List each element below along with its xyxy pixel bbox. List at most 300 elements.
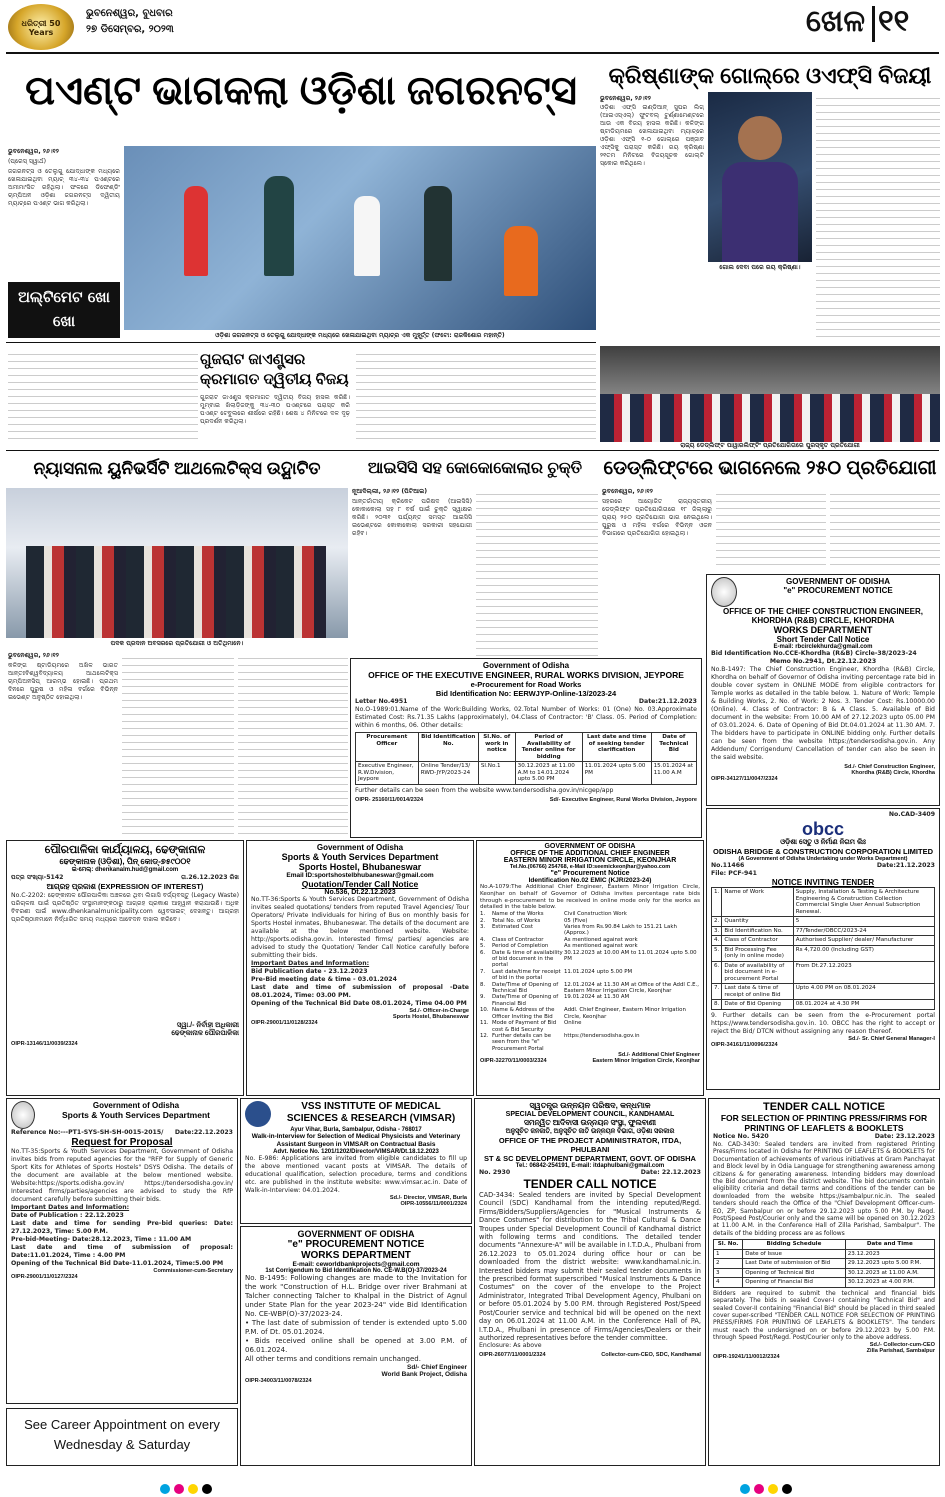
wb-b3: All other terms and conditions remain unchanged. bbox=[245, 1355, 421, 1363]
kj-list-cell: Name & Address of the Officer Inviting the Bid bbox=[492, 1007, 555, 1020]
isl-body: ଓଡ଼ିଶା ଏଫ୍ସି ଇଣ୍ଡିଆନ୍ ସୁପର ଲିଗ୍ (ଆଇଏସ୍ଏଲ୍) ଫୁଟବଲ୍ ଟୁର୍ଣ୍ଣାମେଣ୍ଟରେ ଆଉ ଏକ ବିଜୟ ହାସଲ କରିଛି। କଳିଙ୍ଗ ଷ୍ଟାଡିୟମରେ ଖେଳାଯାଇଥିବା ମ୍ୟାଚ୍ରେ ଓଡ଼ିଶା ଏଫ୍ସି ୧-୦ ଗୋଲ୍ରେ ପଞ୍ଜାବ ଏଫ୍ସିକୁ ପରାସ୍ତ କରିଛି। ରୟ କ୍ରିଷ୍ଣା ୨୧ତମ ମିନିଟରେ ବିଜୟସୂଚକ ଗୋଲ୍ଟି ସ୍କୋର କରିଥିଲେ। bbox=[600, 104, 704, 167]
gujarat-body: ଗୁଜରାଟ ଜାଏଣ୍ଟ୍ସ କ୍ରମାଗତ ଦ୍ୱିତୀୟ ବିଜୟ ହାସଲ କରିଛି। ମୁମ୍ବାଇ ଖିଲାଡ଼ିଜଙ୍କୁ ୩୪-୩୦ ପଏଣ୍ଟରେ ପରାସ୍ତ କରି ପଏଣ୍ଟ ଟେବୁଲରେ ଶୀର୍ଷରେ ରହିଛି। ଶେଷ ୪ ମିନିଟରେ ଦଳ ଦୃଢ଼ ପ୍ରଦର୍ଶନ କରିଥିଲା। bbox=[200, 394, 350, 425]
itda-sign-row bbox=[479, 1352, 701, 1358]
rfp-ref: Reference No:---PT1-SYS-SH-SH-0015-2015/ bbox=[11, 1129, 164, 1136]
kj-list-cell: Date/Time of Opening of Financial Bid bbox=[492, 994, 559, 1007]
itda-title1: SPECIAL DEVELOPMENT COUNCIL, KANDHAMAL bbox=[505, 1111, 675, 1118]
kj-head: "e" Procurement Notice bbox=[550, 870, 630, 877]
kj-bid: Identification No.02 EMIC (KJR/2023-24) bbox=[528, 877, 652, 884]
sh-no: No.536, Dt.22.12.2023 bbox=[324, 889, 396, 896]
sh-d3: Pre-Bid meeting date & time - 03.01.2024 bbox=[251, 976, 397, 983]
isl-dateline: ଭୁବନେଶ୍ୱର, ୨୬।୧୨ bbox=[600, 95, 651, 102]
khordha-oipr: OIPR-34127/11/0047/2324 bbox=[711, 776, 778, 782]
itda-odia2: ସମନ୍ୱିତ ଆଦିବାସୀ ଉନ୍ନୟନ ସଂସ୍ଥା, ଫୁଲବାଣୀ bbox=[524, 1118, 656, 1127]
pr-th: Date and Time bbox=[845, 1240, 934, 1250]
pr-table-cell: 23.12.2023 bbox=[845, 1249, 934, 1259]
itda-odia3: ଅନୁସୂଚିତ ଜନଜାତି, ଅନୁସୂଚିତ ଜାତି ଉନ୍ନୟନ ବିଭାଗ, ଓଡ଼ିଶା ସରକାର bbox=[505, 1128, 675, 1135]
dhenkanal-head: ଆଗ୍ରହ ପ୍ରକାଶ (EXPRESSION OF INTEREST) bbox=[46, 882, 204, 891]
khordha-email: E-mail: rbcirclekhurda@gmail.com bbox=[773, 644, 873, 650]
obcc-table-cell: Last date & time of receipt of online Bid bbox=[722, 984, 793, 1000]
obcc-no: No.11466 bbox=[711, 862, 745, 869]
obcc-table-cell: 5 bbox=[793, 917, 934, 927]
university-col-2 bbox=[122, 652, 234, 836]
sh-text: No.TT-36:Sports & Youth Services Department, Government of Odisha invites sealed quotations/ tenders from reputed Travel Agencies/ Tour Operators/ Private Individuals for hiring of Bus on monthly basis for Sports Hostel inmates, Bhubaneswar. The details of the document are available at the below mentioned website. Website: http://sports.odisha.gov.in. Interested firms/ parties/ agencies are advised to study the Quotation/ Tender Call Notice carefully before submitting their bids. bbox=[251, 896, 469, 959]
ad-vimsar bbox=[240, 1098, 472, 1224]
rwd-td: 15.01.2024 at 11.00 A.M bbox=[651, 762, 696, 785]
obcc-table-cell: Authorised Supplier/ dealer/ Manufacturer bbox=[793, 936, 934, 946]
obcc-table-cell: 08.01.2024 at 4.30 PM bbox=[793, 1000, 934, 1010]
career-box bbox=[6, 1408, 238, 1466]
deadlift-headline: ଡେଡ୍ଲିଫ୍ଟରେ ଭାଗନେଲେ ୨୫୦ ପ୍ରତିଯୋଗୀ bbox=[603, 458, 937, 479]
sh-title3: Sports Hostel, Bhubaneswar bbox=[298, 862, 422, 872]
obcc-logo: obcc bbox=[801, 819, 844, 839]
wb-b1: • The last date of submission of tender is extended upto 5.00 P.M. of Dt. 05.01.2024. bbox=[245, 1319, 467, 1336]
khordha-title3: OFFICE OF THE CHIEF CONSTRUCTION ENGINEER, KHORDHA (R&B) CIRCLE, KHORDHA bbox=[722, 607, 923, 625]
anniversary-logo bbox=[8, 4, 74, 50]
obcc-table-cell: Name of Work bbox=[722, 888, 793, 917]
pr-title2: FOR SELECTION OF PRINTING PRESS/FIRMS FOR PRINTING OF LEAFLETS & BOOKLETS bbox=[720, 1113, 928, 1133]
khordha-title4: WORKS DEPARTMENT bbox=[773, 625, 873, 635]
dhenkanal-text: No.C-2202: ଢେଙ୍କାନାଳ ପୌରପାଳିକା ଅଞ୍ଚଳରେ ଥିବା ଲିଗାସି ବର୍ଜ୍ୟବସ୍ତୁ (Legacy Waste) ପରିଚାଳନା ପାଇଁ ପ୍ରତିଷ୍ଠିତ ସଂସ୍ଥାମାନଙ୍କଠାରୁ ଆଗ୍ରହ ପ୍ରକାଶ ଆହ୍ୱାନ କରାଯାଉଛି। ଅଧିକ ବିବରଣୀ ପାଇଁ www.dhenkanalmunicipality.com ୱେବସାଇଟ୍ ଦେଖନ୍ତୁ। ଆଗ୍ରହୀ ପ୍ରତିଷ୍ଠାନମାନେ ନିର୍ଦ୍ଧାରିତ ସମୟ ମଧ୍ୟରେ ଆବେଦନ ଦାଖଲ କରିବେ। bbox=[11, 892, 239, 923]
gujarat-col-3 bbox=[356, 348, 596, 444]
obcc-table-cell: Quantity bbox=[722, 917, 793, 927]
obcc-sign: Sd./- Sr. Chief General Manager-I bbox=[848, 1035, 935, 1042]
obcc-table-cell: Bid Identification No. bbox=[722, 926, 793, 936]
kj-sign-row bbox=[480, 1058, 700, 1064]
kj-list-cell: 9. bbox=[480, 994, 486, 1001]
masthead-date: ୨୭ ଡିସେମ୍ବର, ୨୦୨୩ bbox=[86, 24, 174, 35]
kj-list-item bbox=[480, 1020, 700, 1033]
kj-list-cell: As mentioned against work bbox=[564, 936, 638, 943]
sh-oipr: OIPR-29001/11/0128/2324 bbox=[251, 1020, 318, 1026]
pr-table-row bbox=[714, 1259, 935, 1269]
ad-proposal bbox=[6, 1098, 238, 1404]
itda-tel: Tel.: 06842-254191, E-mail: itdaphulbani@gmail.com bbox=[515, 1163, 665, 1169]
wb-corr: 1st Corrigendum to Bid Identification No. CE-W.B(O)-37/2023-24 bbox=[265, 1268, 447, 1274]
kj-list-cell: Date/Time of Opening of Technical Bid bbox=[492, 981, 559, 995]
rfp-d5: Last date and time of submission of proposal: Date:11.01.2024, Time : 4.00 PM bbox=[11, 1244, 233, 1259]
wb-oipr: OIPR-34003/11/0078/2324 bbox=[245, 1378, 312, 1384]
khordha-memo: Memo No.2941, Dt.22.12.2023 bbox=[769, 658, 877, 665]
obcc-code: No.CAD-3409 bbox=[888, 811, 935, 818]
university-body: କଳିଙ୍ଗ ଷ୍ଟାଡିୟମରେ ଅଖିଳ ଭାରତ ଆନ୍ତଃବିଶ୍ୱବିଦ୍ୟାଳୟ ଆଥଲେଟିକ୍ସ ଚାମ୍ପିଅନସିପ୍ ଆରମ୍ଭ ହୋଇଛି। ପ୍ରଥମ ଦିନରେ ପୁରୁଷ ଓ ମହିଳା ବର୍ଗରେ ବିଭିନ୍ନ ଇଭେଣ୍ଟ ଅନୁଷ୍ଠିତ ହୋଇଥିଲା। bbox=[8, 662, 118, 701]
pr-oipr: OIPR-19241/11/0012/2324 bbox=[713, 1353, 780, 1360]
khordha-sign1: Sd./- Chief Construction Engineer, bbox=[844, 764, 935, 770]
kj-tel: Tel.No.(06766) 254768, e-Mail ID:seemickeonjhar@yahoo.com bbox=[509, 864, 671, 870]
icc-dateline: ନୂଆଦିଲ୍ଲୀ, ୨୬।୧୨ (ପିଟିଆଇ) bbox=[352, 488, 428, 495]
obcc-title: ODISHA BRIDGE & CONSTRUCTION CORPORATION LIMITED bbox=[713, 847, 933, 856]
kj-list-cell: 4. bbox=[480, 936, 486, 943]
obcc-sub: (A Government of Odisha Undertaking under Works Department) bbox=[738, 856, 908, 862]
lead-body: ଜଗରନଟ୍ସ ଓ ତେଲୁଗୁ ଯୋଦ୍ଧାଙ୍କ ମଧ୍ୟରେ ଖେଳାଯାଇଥିବା ମ୍ୟାଚ୍ ୩୪-୩୪ ପଏଣ୍ଟରେ ଅମୀମାଂସିତ ରହିଥିଲା। ଫଳରେ ଡିଫେଣ୍ଡିଂ ଚାମ୍ପିଅନ ଓଡ଼ିଶା ଜଗରନଟ୍ସ ଦ୍ୱିତୀୟ ମ୍ୟାଚ୍ରେ ପଏଣ୍ଟ ଭାଗ କରିଥିଲା। bbox=[8, 168, 120, 207]
rfp-d6: Opening of the Technical Bid Date-11.01.2024, Time:5.00 PM bbox=[11, 1260, 224, 1267]
kj-list bbox=[480, 911, 700, 1052]
ad-itda bbox=[474, 1098, 706, 1466]
odisha-emblem-icon bbox=[711, 577, 737, 607]
obcc-table-cell: Rs 4,720.00 (Including GST) bbox=[793, 945, 934, 961]
registration-dot-cyan bbox=[740, 1484, 750, 1494]
rwd-text: No.O-1989:01.Name of the Work:Building Works, 02.Total Number of Works: 01 (One) No. 03.Approximate Estimated Cost: Rs.71.35 Lakhs (approximately), 04.Class of Contractor: 'B' Class. 05. Period of Completion: within 6 months, 06. Other details: bbox=[355, 706, 697, 729]
obcc-table-cell: Date of Bid Opening bbox=[722, 1000, 793, 1010]
pr-table-row bbox=[714, 1249, 935, 1259]
kj-list-cell: Last date/time for receipt of bid in the portal bbox=[492, 968, 561, 982]
pr-th: Sl. No. bbox=[714, 1240, 743, 1250]
obcc-table-cell: 4. bbox=[712, 936, 722, 946]
pr-table-cell: 4 bbox=[714, 1278, 743, 1288]
registration-dot-magenta bbox=[754, 1484, 764, 1494]
kj-list-cell: Varies from Rs.90.84 Lakh to 151.21 Lakh (Approx.) bbox=[564, 924, 677, 937]
lead-byline: (ପ୍ରେସ୍ ସ୍ୱାର୍ଥ) bbox=[8, 158, 46, 165]
dhenkanal-title1: ପୌରପାଳିକା କାର୍ଯ୍ୟାଳୟ, ଢେଙ୍କାନାଳ bbox=[44, 844, 206, 856]
section-rule-1 bbox=[6, 342, 596, 343]
obcc-table-cell: 3. bbox=[712, 926, 722, 936]
university-caption: ପଦକ ପ୍ରଦାନ ଅବସରରେ ପ୍ରତିଯୋଗୀ ଓ ଅତିଥିମାନେ। bbox=[110, 640, 244, 647]
vimsar-advt: Advt. Notice No. 1201/1202/Director/VIMSAR/Dt.18.12.2023 bbox=[273, 1149, 439, 1155]
rfp-ref-row bbox=[11, 1129, 233, 1137]
isl-headline: କ୍ରିଷ୍ଣାଙ୍କ ଗୋଲ୍ରେ ଓଏଫ୍ସି ବିଜୟୀ bbox=[608, 63, 932, 88]
kj-list-cell: 7. bbox=[480, 968, 486, 975]
section-name: ଖେଳ bbox=[805, 4, 865, 39]
dhenkanal-title2: ଢେଙ୍କାନାଳ (ଓଡ଼ିଶା), ପିନ୍ କୋଡ୍-୭୫୯୦୦୧ bbox=[59, 857, 191, 866]
pr-text: No. CAD-3430: Sealed tenders are invited from registered Printing Press/Firms located in Odisha for PRINTING OF LEAFLETS & BOOKLETS for Documentation of achievements of various initiatives at Gram Panchayat and Block level by in Odia Language for strengthening awareness among citizens & for generating awareness. Intending bidders may download the Bid document from the district website. The bid documents contain eligibility criteria and detail terms and conditions of the tender can be downloaded from the website https://sambalpur.nic.in. The sealed tenders should reach the Office of the "Chief Development Officer-cum-EO, ZP, Sambalpur on or before 29.12.2023 upto 5.00 P.M. by Regd. Post/Speed Post/Courier only and the same will be opened on 30.12.2023 at 11.00 A.M. in the Conference Hall of Zilla Parishad, Sambalpur". The details of the bidding process are as follows bbox=[713, 1141, 935, 1237]
gujarat-headline: ଗୁଜରାଟ ଜାଏଣ୍ଟ୍ସର କ୍ରମାଗତ ଦ୍ୱିତୀୟ ବିଜୟ bbox=[200, 351, 349, 388]
obcc-table-row bbox=[712, 984, 935, 1000]
obcc-table-cell: Date of availability of bid document in e-procurement Portal bbox=[722, 961, 793, 984]
icc-col-2 bbox=[476, 488, 598, 656]
page-number: ୧୧ bbox=[878, 4, 910, 39]
pr-table-cell: 30.12.2023 at 11.00 A.M. bbox=[845, 1268, 934, 1278]
rwd-letter-row bbox=[355, 698, 697, 706]
obcc-head: NOTICE INVITING TENDER bbox=[771, 878, 875, 887]
kj-list-cell: 5. bbox=[480, 943, 486, 950]
isl-photo bbox=[708, 92, 812, 262]
rfp-sign: Commissioner-cum-Secretary bbox=[153, 1268, 233, 1274]
kj-list-cell: 6. bbox=[480, 949, 486, 956]
sh-d1: Important Dates and Information: bbox=[251, 960, 370, 967]
rwd-th: Sl.No. of work in notice bbox=[478, 733, 515, 762]
kj-list-cell: 30.12.2023 at 10.00 AM to 11.01.2024 upto 5.00 PM bbox=[564, 949, 697, 963]
rwd-th: Date of Technical Bid bbox=[651, 733, 696, 762]
vimsar-header bbox=[245, 1101, 467, 1127]
rfp-header bbox=[11, 1101, 233, 1129]
pr-date: Date: 23.12.2023 bbox=[874, 1133, 935, 1140]
kj-list-cell: Total No. of Works bbox=[492, 917, 541, 924]
section-rule-2 bbox=[6, 450, 939, 451]
khordha-title1: GOVERNMENT OF ODISHA bbox=[785, 577, 890, 586]
kj-list-cell: Mode of Payment of Bid cost & Bid Security bbox=[492, 1020, 557, 1033]
kj-oipr: OIPR-32270/11/0003/2324 bbox=[480, 1058, 547, 1065]
registration-dot-yellow bbox=[768, 1484, 778, 1494]
gujarat-col-1 bbox=[8, 348, 198, 444]
dhenkanal-memo: ପତ୍ର ସଂଖ୍ୟା-5142 bbox=[11, 874, 64, 881]
obcc-table-row bbox=[712, 888, 935, 917]
khordha-sign2: Khordha (R&B) Circle, Khordha bbox=[851, 770, 935, 776]
masthead bbox=[0, 0, 945, 52]
rfp-oipr: OIPR-29001/11/0127/2324 bbox=[11, 1274, 78, 1280]
dhenkanal-ref-row bbox=[11, 874, 239, 882]
obcc-odia: ଓଡ଼ିଶା ସେତୁ ଓ ନିର୍ମାଣ ନିଗମ ଲିଃ bbox=[780, 839, 866, 846]
university-dateline: ଭୁବନେଶ୍ୱର, ୨୬।୧୨ bbox=[8, 652, 59, 659]
ad-keonjhar bbox=[476, 840, 704, 1096]
lead-kicker: ଅଲ୍ଟିମେଟ ଖୋ ଖୋ bbox=[18, 288, 110, 330]
pr-table-cell: Opening of Technical Bid bbox=[743, 1268, 845, 1278]
dhenkanal-oipr: OIPR-13146/11/0039/2324 bbox=[11, 1041, 78, 1047]
kj-list-cell: 2. bbox=[480, 917, 486, 924]
itda-encl: Enclosure: As above bbox=[479, 1342, 542, 1350]
pr-no: Notice No. 5420 bbox=[713, 1133, 769, 1140]
masthead-rule bbox=[6, 52, 939, 54]
obcc-table-cell: 5. bbox=[712, 945, 722, 961]
obcc-table-cell: Upto 4.00 PM on 08.01.2024 bbox=[793, 984, 934, 1000]
obcc-table-cell: Supply, Installation & Testing & Architecture Engineering & Construction Collection Commercial Single User Annual Subscription Renewal. bbox=[793, 888, 934, 917]
lead-photo bbox=[124, 146, 596, 330]
kj-title1: GOVERNMENT OF ODISHA bbox=[544, 843, 636, 850]
obcc-table-cell: 77/Tender/OBCC/2023-24 bbox=[793, 926, 934, 936]
deadlift-photo bbox=[600, 346, 940, 442]
ad-obcc bbox=[706, 808, 940, 1090]
rwd-date: Date:21.12.2023 bbox=[638, 698, 697, 705]
rwd-th: Period of Availability of Tender online for bidding bbox=[515, 733, 582, 762]
kj-list-item bbox=[480, 1007, 700, 1020]
lead-dateline: ଭୁବନେଶ୍ୱର, ୨୬।୧୨ bbox=[8, 148, 59, 155]
vimsar-logo-icon bbox=[245, 1101, 271, 1127]
ad-khordha bbox=[706, 574, 940, 806]
odisha-emblem-icon bbox=[11, 1101, 35, 1129]
sh-d4: Last date and time of submission of proposal -Date 08.01.2024, Time: 03.00 PM. bbox=[251, 984, 469, 999]
pr-table bbox=[713, 1239, 935, 1288]
rwd-td: 30.12.2023 at 11.00 A.M to 14.01.2024 upto 5.00 PM bbox=[515, 762, 582, 785]
kj-list-cell: Further details can be seen from the "e" Procurement Portal bbox=[492, 1032, 552, 1052]
rfp-head: Request for Proposal bbox=[71, 1137, 173, 1148]
university-col-3 bbox=[238, 652, 348, 836]
itda-title3: ST & SC DEVELOPMENT DEPARTMENT, GOVT. OF ODISHA bbox=[484, 1154, 696, 1163]
obcc-table-cell: 6. bbox=[712, 961, 722, 984]
kj-list-cell: 1. bbox=[480, 911, 486, 918]
rwd-title1: Government of Odisha bbox=[482, 661, 570, 670]
obcc-table-cell: 7. bbox=[712, 984, 722, 1000]
pr-table-row bbox=[714, 1268, 935, 1278]
obcc-table-row bbox=[712, 945, 935, 961]
obcc-table-row bbox=[712, 936, 935, 946]
masthead-dateline: ଭୁବନେଶ୍ୱର, ବୁଧବାର bbox=[86, 8, 173, 19]
registration-dot-cyan bbox=[160, 1484, 170, 1494]
obcc-table-cell: From Dt.27.12.2023 bbox=[793, 961, 934, 984]
rwd-td: 11.01.2024 upto 5.00 PM bbox=[582, 762, 651, 785]
rfp-d1: Important Dates and Information: bbox=[11, 1204, 130, 1211]
deadlift-caption: ରାଜ୍ୟ ଡେଡ୍ଲିଫ୍ଟ ପାୱାରଲିଫ୍ଟିଂ ପ୍ରତିଯୋଗିତାରେ ପୁରସ୍କୃତ ପ୍ରତିଯୋଗୀ bbox=[680, 442, 860, 449]
sh-title2: Sports & Youth Services Department bbox=[281, 852, 439, 862]
obcc-table bbox=[711, 887, 935, 1010]
pr-table-cell: 1 bbox=[714, 1249, 743, 1259]
pr-table-cell: Opening of Financial Bid bbox=[743, 1278, 845, 1288]
obcc-date: Date:21.12.2023 bbox=[876, 862, 935, 869]
obcc-table-cell: 2. bbox=[712, 917, 722, 927]
sh-d2: Bid Publication date - 23.12.2023 bbox=[251, 968, 368, 975]
itda-ref-row bbox=[479, 1169, 701, 1177]
rfp-date: Date:22.12.2023 bbox=[174, 1129, 233, 1136]
icc-body: ଆନ୍ତର୍ଜାତୀୟ କ୍ରିକେଟ ପରିଷଦ (ଆଇସିସି) କୋକାକୋଲା ସହ ୮ ବର୍ଷ ପାଇଁ ଚୁକ୍ତି ସ୍ୱାକ୍ଷର କରିଛି। ୨୦୩୧ ପର୍ଯ୍ୟନ୍ତ ସମସ୍ତ ଆଇସିସି ଇଭେଣ୍ଟରେ କୋକାକୋଲା ସରକାରୀ ସହଯୋଗୀ ରହିବ। bbox=[352, 498, 472, 537]
itda-date: Date: 22.12.2023 bbox=[640, 1169, 701, 1176]
wb-title1: GOVERNMENT OF ODISHA bbox=[297, 1229, 415, 1239]
vimsar-addr: Ayur Vihar, Burla, Sambalpur, Odisha - 768017 bbox=[290, 1127, 422, 1133]
itda-head: TENDER CALL NOTICE bbox=[523, 1177, 657, 1191]
kj-list-cell: Date & time of availability of bid document in the portal bbox=[492, 949, 563, 969]
sh-sign2: Sports Hostel, Bhubaneswar bbox=[392, 1014, 469, 1020]
university-photo bbox=[6, 488, 348, 638]
kj-sign2: Eastern Minor Irrigation Circle, Keonjhar bbox=[592, 1058, 700, 1065]
deadlift-dateline: ଭୁବନେଶ୍ୱର, ୨୬।୧୨ bbox=[602, 488, 653, 495]
sh-sign1: Sd./- Officer-in-Charge bbox=[409, 1008, 469, 1014]
vimsar-text: No. E-986: Applications are invited from eligible candidates to fill up the above mentioned vacant posts at VIMSAR. The details of educational qualification, selection procedure, terms and conditions etc. are published in the institute website: www.vimsar.ac.in. Date of Walk-in-Interview: 04.01.2024. bbox=[245, 1155, 467, 1194]
dhenkanal-sign1: ସ୍ୱା./- ନିର୍ବାହୀ ଅଧିକାରୀ bbox=[176, 1022, 239, 1029]
vimsar-sign: Sd./- Director, VIMSAR, Burla bbox=[389, 1195, 467, 1201]
rwd-td: Executive Engineer, R.W.Division, Jeypore bbox=[356, 762, 419, 785]
pr-sign2: Zilla Parishad, Sambalpur bbox=[866, 1347, 935, 1354]
khordha-title2: "e" PROCUREMENT NOTICE bbox=[783, 586, 893, 595]
pr-tail: Bidders are required to submit the technical and financial bids separately. The bids in sealed Cover-I containing "Technical Bid" and sealed Cover-II containing "Financial Bid" should be placed in third sealed cover super-scribed "TENDER CALL NOTICE FOR SELECTION OF PRINTING PRESS/FIRMS FOR PRINTING OF LEAFLETS & BOOKLETS". The tenders must reach the undersigned on or before 29.12.2023 by 5.00 P.M. through Speed Post/Regd. Post/Courier only to the above address. bbox=[713, 1289, 935, 1342]
masthead-divider bbox=[872, 6, 875, 42]
isl-caption: ଗୋଲ ଦେବା ପରେ ରୟ କ୍ରିଷ୍ଣା। bbox=[719, 264, 801, 271]
lead-headline: ପଏଣ୍ଟ ଭାଗକଲା ଓଡ଼ିଶା ଜଗରନଟ୍ସ bbox=[25, 69, 577, 113]
vimsar-title: VSS INSTITUTE OF MEDICAL SCIENCES & RESEARCH (VIMSAR) bbox=[286, 1101, 456, 1124]
pr-table-cell: Date of Issue bbox=[743, 1249, 845, 1259]
kj-list-item bbox=[480, 969, 700, 982]
khordha-bid: Bid Identification No.CCE-Khordha (R&B) Circle-38/2023-24 bbox=[711, 650, 917, 657]
rwd-th: Last date and time of seeking tender clarification bbox=[582, 733, 651, 762]
kj-list-item bbox=[480, 982, 700, 995]
itda-sign: Collector-cum-CEO, SDC, Kandhamal bbox=[601, 1352, 701, 1359]
itda-oipr: OIPR-26077/11/0001/2324 bbox=[479, 1352, 546, 1359]
kj-list-cell: 10. bbox=[480, 1007, 489, 1014]
ad-rwd-jeypore bbox=[350, 658, 702, 838]
rfp-text: No.TT-35:Sports & Youth Services Department, Government of Odisha invites bids from reputed agencies for the "RFP for Supply of Generic Sport Kits for Athletes of Sports Hostels" DSYS Odisha. The details of the document are available at the below mentioned website. Website:https://sports.odisha.gov.in/ https://tendersodisha.gov.in/ Interested firms/parties/agencies are advised to study the RfP document carefully before submitting their bids. bbox=[11, 1148, 233, 1203]
rwd-title2: OFFICE OF THE EXECUTIVE ENGINEER, RURAL WORKS DIVISION, JEYPORE bbox=[368, 670, 684, 680]
obcc-table-row bbox=[712, 961, 935, 984]
pr-table-cell: 30.12.2023 at 4.00 P.M. bbox=[845, 1278, 934, 1288]
kj-list-cell: Class of Contractor bbox=[492, 936, 544, 943]
kj-title2: OFFICE OF THE ADDITIONAL CHIEF ENGINEER bbox=[510, 850, 670, 857]
kj-list-cell: Civil Construction Work bbox=[564, 911, 627, 918]
deadlift-body: ସହରରେ ଆୟୋଜିତ ରାଜ୍ୟସ୍ତରୀୟ ଡେଡ୍ଲିଫ୍ଟ ପ୍ରତିଯୋଗିତାରେ ୧୮ ଜିଲ୍ଲାରୁ ପ୍ରାୟ ୨୫୦ ପ୍ରତିଯୋଗୀ ଭାଗ ନେଇଥିଲେ। ପୁରୁଷ ଓ ମହିଳା ବର୍ଗରେ ବିଭିନ୍ନ ଓଜନ ବିଭାଗରେ ପ୍ରତିଯୋଗିତା ହୋଇଥିଲା। bbox=[602, 498, 712, 537]
rfp-title2: Sports & Youth Services Department bbox=[61, 1110, 210, 1120]
khordha-header bbox=[711, 577, 935, 607]
pr-title1: TENDER CALL NOTICE bbox=[762, 1101, 886, 1113]
kj-list-cell: 11.01.2024 upto 5.00 PM bbox=[564, 968, 633, 975]
registration-dot-magenta bbox=[174, 1484, 184, 1494]
wb-sign2: World Bank Project, Odisha bbox=[381, 1371, 467, 1378]
wb-b2: • Bids received online shall be opened at 3.00 P.M. of 06.01.2024. bbox=[245, 1337, 467, 1354]
university-headline: ନ୍ୟାସନାଲ ୟୁନିଭର୍ସିଟି ଆଥଲେଟିକ୍ସ ଉଦ୍ଘାଟିତ bbox=[33, 459, 321, 478]
wb-email: E-mail: ceworldbankprojects@gmail.com bbox=[292, 1261, 420, 1268]
vimsar-oipr: OIPR-10556/11/0001/2324 bbox=[400, 1201, 467, 1207]
kj-list-cell: 12. bbox=[480, 1032, 489, 1039]
kj-list-cell: Period of Completion bbox=[492, 943, 549, 950]
deadlift-col-3 bbox=[830, 488, 940, 568]
kj-list-item bbox=[480, 994, 700, 1007]
pr-table-cell: 3 bbox=[714, 1268, 743, 1278]
kj-list-item bbox=[480, 924, 700, 937]
ad-sports-hostel bbox=[246, 840, 474, 1096]
lead-kicker-box bbox=[8, 282, 120, 338]
registration-dot-black bbox=[202, 1484, 212, 1494]
wb-sign1: Sd/- Chief Engineer bbox=[407, 1364, 467, 1371]
wb-title2: "e" PROCUREMENT NOTICE bbox=[287, 1239, 425, 1250]
obcc-table-row bbox=[712, 1000, 935, 1010]
kj-list-cell: 05 (Five) bbox=[564, 917, 588, 924]
kj-list-cell: 12.01.2024 at 11.30 AM at Office of the Addl C.E., Eastern Minor Irrigation Circle, Keonjhar bbox=[564, 981, 699, 995]
kj-list-cell: 19.01.2024 at 11.30 AM bbox=[564, 994, 630, 1001]
rwd-letter: Letter No.4951 bbox=[355, 698, 408, 705]
isl-body-col3 bbox=[816, 92, 940, 340]
registration-dot-black bbox=[782, 1484, 792, 1494]
kj-list-item bbox=[480, 950, 700, 969]
rwd-th: Procurement Officer bbox=[356, 733, 419, 762]
ad-printing bbox=[708, 1098, 940, 1466]
kj-list-cell: 11. bbox=[480, 1020, 489, 1027]
sh-title1: Government of Odisha bbox=[316, 843, 404, 852]
rwd-bid: Bid Identification No: EERWJYP-Online-13/2023-24 bbox=[435, 689, 617, 698]
obcc-notes: 9. Further details can be seen from the e-Procurement portal https://www.tendersodisha.gov.in. 10. OBCC has the right to accept or reject the Bid/ DTCN without assigning any reason thereof. bbox=[711, 1011, 935, 1035]
obcc-table-cell: Class of Contractor bbox=[722, 936, 793, 946]
wb-title3: WORKS DEPARTMENT bbox=[301, 1250, 411, 1261]
obcc-table-cell: 8. bbox=[712, 1000, 722, 1010]
obcc-ref-row bbox=[711, 862, 935, 878]
kj-list-cell: Name of the Works bbox=[492, 911, 544, 918]
rwd-sign: Sd/- Executive Engineer, Rural Works Division, Jeypore bbox=[549, 796, 697, 803]
rwd-sign-row bbox=[355, 797, 697, 803]
obcc-table-row bbox=[712, 926, 935, 936]
registration-dot-yellow bbox=[188, 1484, 198, 1494]
obcc-file: File: PCF-941 bbox=[711, 870, 757, 877]
itda-odia1: ସ୍ୱତନ୍ତ୍ର ଉନ୍ନୟନ ପରିଷଦ, କନ୍ଧମାଳ bbox=[529, 1101, 651, 1110]
kj-sign1: Sd./- Additional Chief Engineer bbox=[618, 1052, 700, 1059]
ad-worldbank bbox=[240, 1226, 472, 1466]
deadlift-col-2 bbox=[716, 488, 826, 568]
pr-th: Bidding Schedule bbox=[743, 1240, 845, 1250]
anniversary-logo-text: ଧରିତ୍ରୀ 50 Years bbox=[21, 19, 61, 37]
rwd-title3: e-Procurement for Road Works bbox=[470, 680, 582, 689]
kj-list-cell: Estimated Cost bbox=[492, 924, 533, 930]
khordha-title5: Short Tender Call Notice bbox=[776, 635, 870, 644]
pr-table-row bbox=[714, 1278, 935, 1288]
kj-list-item bbox=[480, 1033, 700, 1052]
obcc-table-cell: Bid Processing Fee (only in online mode) bbox=[722, 945, 793, 961]
sh-email: Email ID:sportshostelbhubaneswar@gmail.com bbox=[286, 872, 434, 879]
pr-ref-row bbox=[713, 1133, 935, 1141]
itda-no: No. 2930 bbox=[479, 1169, 511, 1176]
kj-title3: EASTERN MINOR IRRIGATION CIRCLE, KEONJHAR bbox=[503, 857, 677, 864]
obcc-table-cell: 1. bbox=[712, 888, 722, 917]
sh-head: Quotation/Tender Call Notice bbox=[301, 879, 419, 889]
rfp-d3: Last date and time for sending Pre-bid queries: Date: 27.12.2023, Time: 5.00 P.M. bbox=[11, 1220, 233, 1235]
kj-list-cell: Online bbox=[564, 1020, 582, 1027]
pr-sign1: Sd./- Collector-cum-CEO bbox=[869, 1341, 935, 1348]
itda-text: CAD-3434: Sealed tenders are invited by Special Development Council (SDC) Kandhamal from the intending reputed/Regd. Firms/Bidders/Suppliers/Agencies for "Musical Instruments & Dance Costumes" for distribution to the Tribal Cultural & Dance Troupes under Special Development Council of Kandhamal district with following terms and conditions. The detailed tender documents "Annexure-A" will be available in I.T.D.A., Phulbani from 26.12.2023 to 05.01.2024 during office hour or can be downloaded from the district website: www.kandhamal.nic.in. Interested bidders may submit their sealed tender documents in the prescribed format superscribed "Musical Instruments & Dance Costumes" on the cover of the envelope to the Project Administrator, Integrated Tribal Development Agency, Phulbani on or before 05.01.2024 by 5.00 P.M. through Registered Post/Speed Post/Courier service and technical bid will be opened on the next day on 06.01.2024 at 11.00 A.M. in the Conference Hall of PA, I.T.D.A., Phulbani in presence of Firms/Agencies/Dealers or their authorized representatives before the tender committee. bbox=[479, 1191, 701, 1342]
dhenkanal-sign2: ଢେଙ୍କାନାଳ ପୌରପାଳିକା bbox=[171, 1030, 239, 1037]
pr-table-cell: 29.12.2023 upto 5.00 P.M. bbox=[845, 1259, 934, 1269]
obcc-table-row bbox=[712, 917, 935, 927]
kj-text: No.A-1079:The Additional Chief Engineer, Eastern Minor Irrigation Circle, Keonjhar on behalf of Governor of Odisha invites percentage rate bids through e-procurement to be received in online mode only for the works as detailed in the table below. bbox=[480, 884, 700, 911]
khordha-text: No.B-1497: The Chief Construction Engineer, Khordha (R&B) Circle, Khordha on behalf of Governor of Odisha inviting percentage rate bid in double cover system in ONLINE MODE from eligible contractors for Temple works as detailed in the table below. 1. Nature of Work: Temple & Building Works, 2. No. of Work: 2 Nos. 3. Tender Cost: Rs.10000.00 (Online). 4. Class of Contractor: B & A Class. 5. Available of Bid document in the website: From 10.00 AM of 27.12.2023 upto 05.00 PM of 03.01.2024. 6. Date of Opening of Bid Dt.04.01.2024 at 11.30 AM. 7. The bidders have to participate in ONLINE bidding only. Further details can be seen from the website https://tendersodisha.gov.in. Any Addendum/ Corrigendum/ Cancellation of tender can also be seen in the said website. bbox=[711, 666, 935, 761]
rfp-title1: Government of Odisha bbox=[92, 1101, 180, 1110]
pr-table-cell: Last Date of submission of Bid bbox=[743, 1259, 845, 1269]
rwd-td: Sl.No.1 bbox=[478, 762, 515, 785]
wb-text: No. B-1495: Following changes are made to the Invitation for the work "Construction of H.L. Bridge over river Brahmani at Talcher connecting Talcher to Khalpal in the District of Agnul under State Plan for the year 2023-24" vide Bid Identification No. CE-WBP(O)-37/2023-24. bbox=[245, 1274, 467, 1318]
rwd-th: Bid Identification No. bbox=[418, 733, 478, 762]
dhenkanal-email: ଇ-ମେଲ୍: dhenkanalm.hud@gmail.com bbox=[71, 867, 179, 873]
kj-list-cell: Addl. Chief Engineer, Eastern Minor Irrigation Circle, Keonjhar bbox=[564, 1007, 686, 1020]
kj-list-cell: As mentioned against work bbox=[564, 943, 638, 950]
